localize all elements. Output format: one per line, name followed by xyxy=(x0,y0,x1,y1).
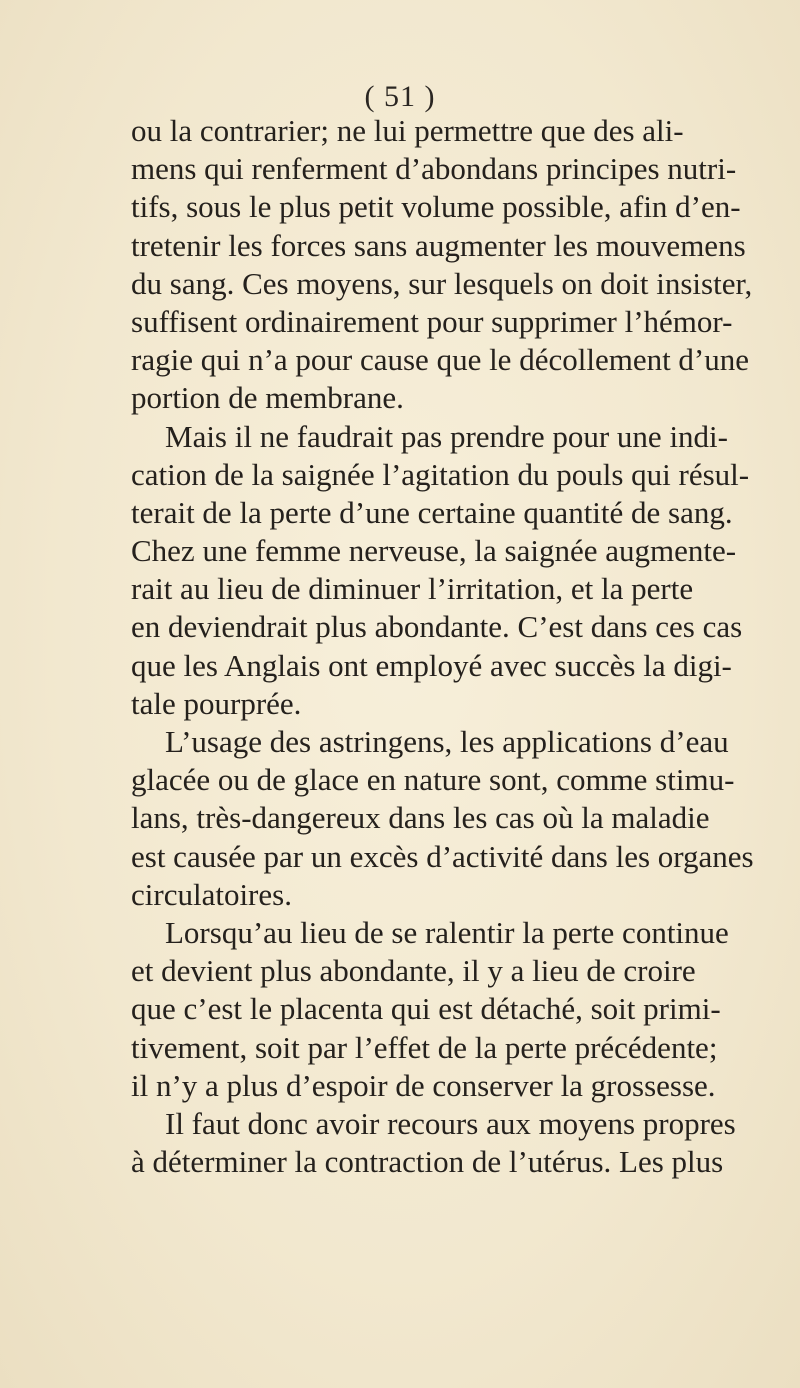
text-line: Chez une femme nerveuse, la saignée augmente- xyxy=(131,533,737,569)
text-line: portion de membrane. xyxy=(131,380,404,416)
text-line: ou la contrarier; ne lui permettre que des ali- xyxy=(131,113,684,148)
text-line: mens qui renferment d’abondans principes nutri- xyxy=(131,151,737,187)
text-line: est causée par un excès d’activité dans les organes xyxy=(131,838,754,874)
text-line: Lorsqu’au lieu de se ralentir la perte continue xyxy=(165,914,729,950)
text-line: circulatoires. xyxy=(131,876,292,912)
text-line: tale pourprée. xyxy=(131,685,302,721)
text-line: que c’est le placenta qui est détaché, soit primi- xyxy=(131,991,721,1027)
text-line: tretenir les forces sans augmenter les mouvemens xyxy=(131,227,746,263)
text-line: du sang. Ces moyens, sur lesquels on doit insister, xyxy=(131,265,753,301)
text-line: que les Anglais ont employé avec succès la digi- xyxy=(131,647,732,683)
text-line: ragie qui n’a pour cause que le décollement d’une xyxy=(131,342,750,378)
text-line: cation de la saignée l’agitation du pouls qui résul- xyxy=(131,456,750,492)
page-number: ( 51 ) xyxy=(364,80,436,113)
text-line: tifs, sous le plus petit volume possible, afin d’en- xyxy=(131,189,741,225)
text-line: Il faut donc avoir recours aux moyens propres xyxy=(165,1105,736,1141)
text-line: L’usage des astringens, les applications d’eau xyxy=(165,724,729,759)
text-line: glacée ou de glace en nature sont, comme stimu- xyxy=(131,762,735,798)
text-line: tivement, soit par l’effet de la perte précédente; xyxy=(131,1029,718,1065)
text-line: il n’y a plus d’espoir de conserver la grossesse. xyxy=(131,1067,716,1103)
text-line: rait au lieu de diminuer l’irritation, et la perte xyxy=(131,571,694,607)
text-line: terait de la perte d’une certaine quantité de sang. xyxy=(131,494,733,530)
body-text xyxy=(131,112,800,1181)
text-line: suffisent ordinairement pour supprimer l’hémor- xyxy=(131,303,733,339)
text-line: et devient plus abondante, il y a lieu de croire xyxy=(131,953,696,989)
text-line: en deviendrait plus abondante. C’est dans ces cas xyxy=(131,609,743,645)
text-line: lans, très-dangereux dans les cas où la maladie xyxy=(131,800,710,836)
text-line: à déterminer la contraction de l’utérus. Les plus xyxy=(131,1144,724,1180)
text-line: Mais il ne faudrait pas prendre pour une indi- xyxy=(165,418,728,454)
